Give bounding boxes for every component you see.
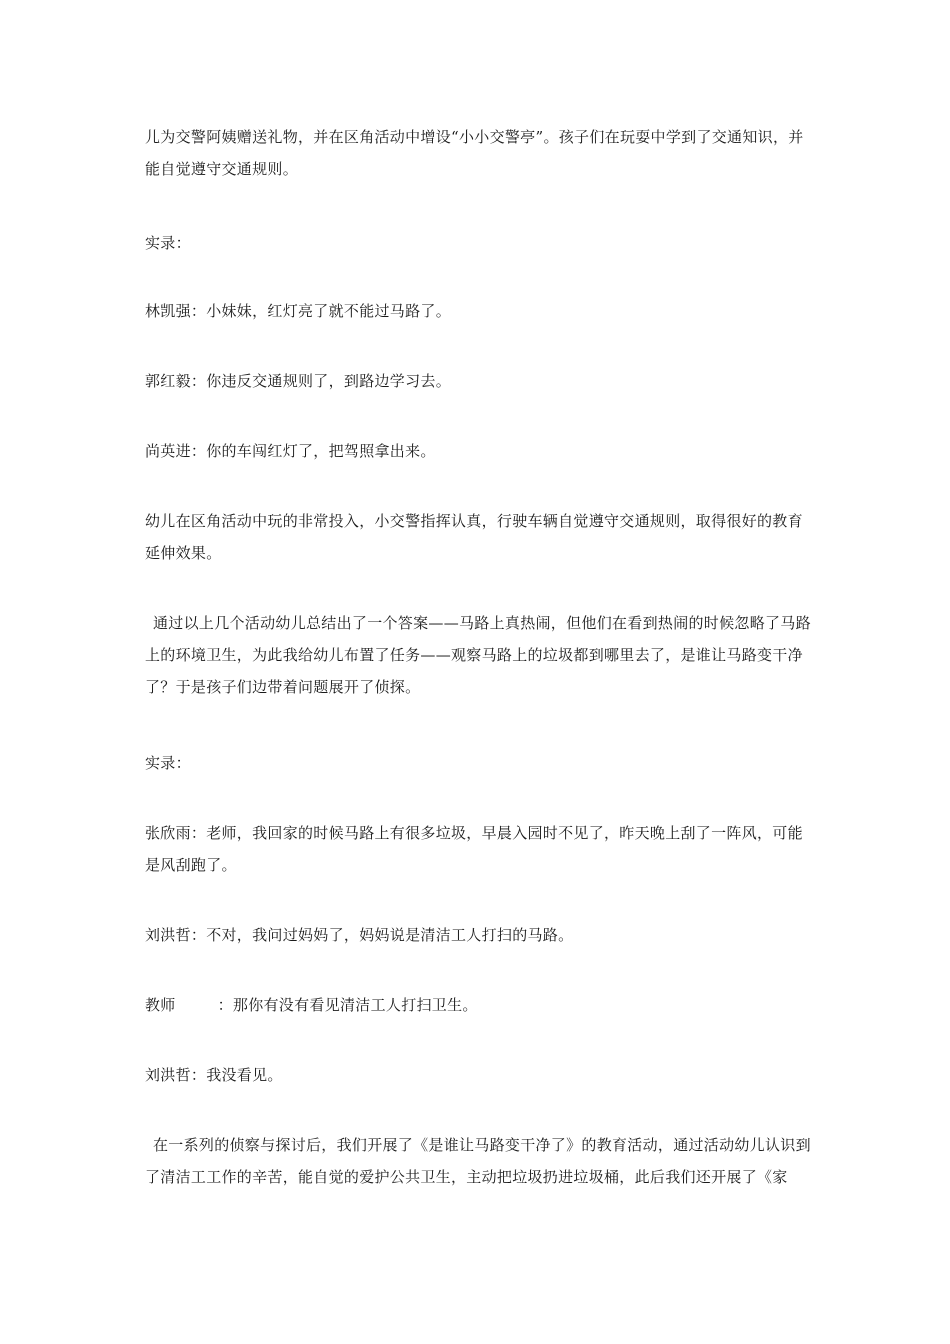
dialogue-line-liu-2: 刘洪哲：我没看见。 xyxy=(145,1066,283,1084)
teacher-text: ：那你有没有看见清洁工人打扫卫生。 xyxy=(217,996,478,1014)
dialogue-line-guo: 郭红毅：你违反交通规则了，到路边学习去。 xyxy=(145,372,452,390)
dialogue-line-zhang: 张欣雨：老师，我回家的时候马路上有很多垃圾，早晨入园时不见了，昨天晚上刮了一阵风，可能是风刮跑了。 xyxy=(145,824,803,874)
paragraph-corner-activity: 幼儿在区角活动中玩的非常投入，小交警指挥认真，行驶车辆自觉遵守交通规则，取得很好的教育延伸效果。 xyxy=(145,512,803,562)
paragraph-summary-task: 通过以上几个活动幼儿总结出了一个答案——马路上真热闹，但他们在看到热闹的时候忽略了马路上的环境卫生，为此我给幼儿布置了任务——观察马路上的垃圾都到哪里去了，是谁让马路变干净了？于是孩子们边带着问题展开了侦探。 xyxy=(145,614,811,696)
paragraph-gift-traffic: 儿为交警阿姨赠送礼物，并在区角活动中增设“小小交警亭”。孩子们在玩耍中学到了交通知识，并能自觉遵守交通规则。 xyxy=(145,128,804,178)
record-label-2: 实录： xyxy=(145,754,191,772)
dialogue-line-liu-1: 刘洪哲：不对，我问过妈妈了，妈妈说是清洁工人打扫的马路。 xyxy=(145,926,574,944)
dialogue-line-teacher xyxy=(145,989,478,1021)
teacher-name: 教师 xyxy=(145,996,176,1014)
record-label-1: 实录： xyxy=(145,234,191,252)
dialogue-line-lin: 林凯强：小妹妹，红灯亮了就不能过马路了。 xyxy=(145,302,452,320)
dialogue-line-shang: 尚英进：你的车闯红灯了，把驾照拿出来。 xyxy=(145,442,436,460)
paragraph-investigation-result: 在一系列的侦察与探讨后，我们开展了《是谁让马路变干净了》的教育活动，通过活动幼儿认识到了清洁工工作的辛苦，能自觉的爱护公共卫生，主动把垃圾扔进垃圾桶，此后我们还开展了《家 xyxy=(145,1136,811,1186)
